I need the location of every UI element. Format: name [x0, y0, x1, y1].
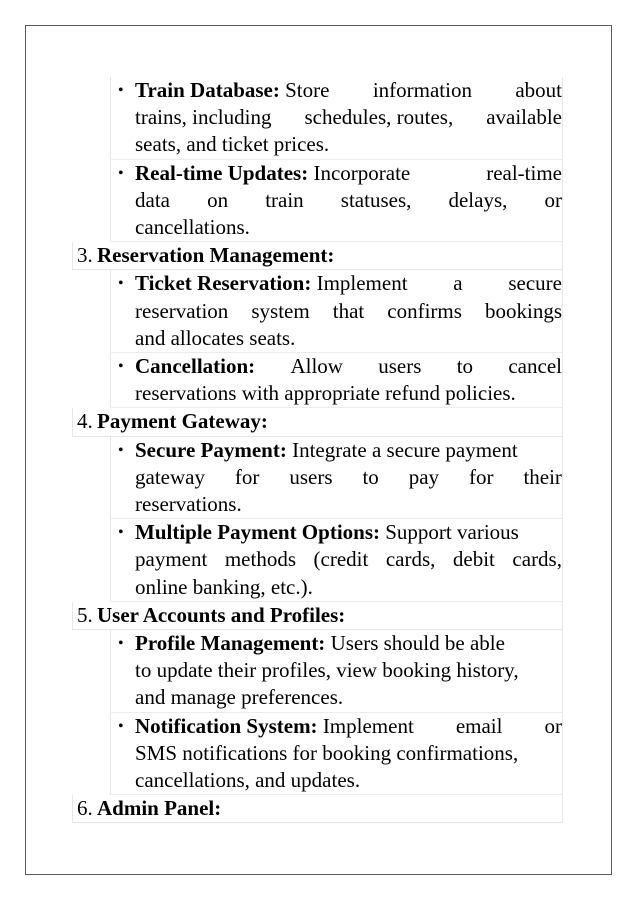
- text: cancel: [508, 354, 562, 379]
- text: payment: [135, 547, 208, 572]
- bullet-icon: •: [118, 524, 124, 542]
- bullet-item-train-database: [110, 77, 563, 160]
- heading-text: Admin Panel:: [97, 796, 222, 821]
- text: to: [362, 464, 379, 489]
- text: Support various: [380, 520, 519, 545]
- bullet-item-cancellation: [110, 353, 563, 408]
- bullet-item-profile-management: [110, 630, 563, 713]
- line: [135, 491, 562, 518]
- text: statuses,: [340, 187, 412, 212]
- text: (credit: [313, 547, 369, 572]
- item-title: Notification System:: [135, 713, 318, 738]
- line: [135, 574, 562, 601]
- line: [135, 187, 562, 214]
- heading-text: Reservation Management:: [97, 243, 335, 268]
- text: about: [515, 78, 562, 102]
- line: [135, 160, 562, 187]
- line: [135, 270, 562, 297]
- bullet-icon: •: [118, 635, 124, 653]
- numbered-heading-reservation-management: [72, 242, 563, 270]
- text: gateway: [135, 464, 205, 489]
- list-number: 3.: [77, 243, 93, 268]
- text: reservations with appropriate refund policies.: [135, 381, 516, 406]
- line: [135, 353, 562, 380]
- text: for: [234, 464, 260, 489]
- text: online banking, etc.).: [135, 574, 313, 599]
- line: [135, 214, 562, 241]
- list-number: 5.: [77, 602, 93, 627]
- numbered-heading-user-accounts: [72, 602, 563, 630]
- numbered-heading-payment-gateway: [72, 408, 563, 436]
- list-number: 4.: [77, 409, 93, 434]
- line: [135, 740, 562, 767]
- text: cancellations, and updates.: [135, 768, 361, 793]
- text: Integrate a secure payment: [286, 437, 518, 462]
- text: that: [332, 298, 365, 323]
- text: delays,: [448, 187, 508, 212]
- text: on: [207, 187, 229, 212]
- item-title: Secure Payment:: [135, 437, 287, 462]
- bullet-item-secure-payment: [110, 437, 563, 520]
- text: methods: [224, 547, 296, 572]
- text: schedules, routes,: [304, 105, 454, 130]
- text: to update their profiles, view booking history,: [135, 658, 519, 683]
- text: or: [544, 713, 562, 738]
- line: [135, 464, 562, 491]
- text: email: [455, 713, 503, 738]
- text: their: [523, 464, 562, 489]
- bullet-icon: •: [118, 164, 124, 182]
- document-content: [72, 77, 563, 823]
- text: train: [265, 187, 304, 212]
- line: [135, 767, 562, 794]
- line: [135, 77, 562, 104]
- text: SMS notifications for booking confirmations,: [135, 740, 519, 765]
- text: Allow: [290, 354, 343, 379]
- text: pay: [408, 464, 440, 489]
- text: to: [456, 354, 474, 379]
- text: for: [469, 464, 494, 489]
- text: available: [486, 105, 562, 130]
- bullet-item-ticket-reservation: [110, 270, 563, 353]
- item-title: Profile Management:: [135, 631, 326, 656]
- line: [135, 657, 562, 684]
- text: cards,: [385, 547, 436, 572]
- line: [135, 298, 562, 325]
- text: Implement: [317, 713, 414, 738]
- text: cards,: [512, 547, 562, 572]
- bullet-item-multiple-payment-options: [110, 519, 563, 602]
- text: Store: [279, 78, 330, 102]
- text: bookings: [484, 298, 562, 323]
- item-title: Multiple Payment Options:: [135, 520, 380, 545]
- text: trains, including: [135, 105, 272, 130]
- text: and manage preferences.: [135, 685, 344, 710]
- list-number: 6.: [77, 796, 93, 821]
- text: reservation: [135, 298, 229, 323]
- text: system: [251, 298, 310, 323]
- text: secure: [508, 271, 562, 296]
- item-title: Ticket Reservation:: [135, 271, 312, 296]
- line: [135, 380, 562, 407]
- text: confirms: [387, 298, 462, 323]
- line: [135, 325, 562, 352]
- line: [135, 630, 562, 657]
- bullet-item-realtime-updates: [110, 160, 563, 243]
- heading-text: Payment Gateway:: [97, 409, 268, 434]
- line: [135, 131, 562, 158]
- heading-text: User Accounts and Profiles:: [97, 602, 346, 627]
- text: data: [135, 187, 170, 212]
- text: Users should be able: [325, 631, 505, 656]
- bullet-icon: •: [118, 441, 124, 459]
- text: seats, and ticket prices.: [135, 132, 330, 157]
- line: [135, 546, 562, 573]
- line: [135, 104, 562, 131]
- text: a: [453, 271, 463, 296]
- text: or: [544, 187, 562, 212]
- numbered-heading-admin-panel: [72, 795, 563, 823]
- bullet-icon: •: [118, 717, 124, 735]
- text: reservations.: [135, 492, 242, 517]
- line: [135, 519, 562, 546]
- line: [135, 437, 562, 464]
- text: debit: [452, 547, 495, 572]
- bullet-icon: •: [118, 275, 124, 293]
- text: cancellations.: [135, 215, 250, 240]
- text: real-time: [486, 160, 562, 185]
- text: Implement: [311, 271, 408, 296]
- bullet-icon: •: [118, 358, 124, 376]
- line: [135, 713, 562, 740]
- bullet-icon: •: [118, 82, 124, 99]
- text: information: [372, 78, 472, 102]
- text: users: [289, 464, 333, 489]
- text: and allocates seats.: [135, 325, 296, 350]
- item-title: Real-time Updates:: [135, 160, 309, 185]
- text: users: [378, 354, 422, 379]
- bullet-item-notification-system: [110, 713, 563, 796]
- text: Incorporate: [308, 160, 411, 185]
- item-title: Cancellation:: [135, 354, 256, 379]
- line: [135, 684, 562, 711]
- item-title: Train Database:: [135, 78, 280, 102]
